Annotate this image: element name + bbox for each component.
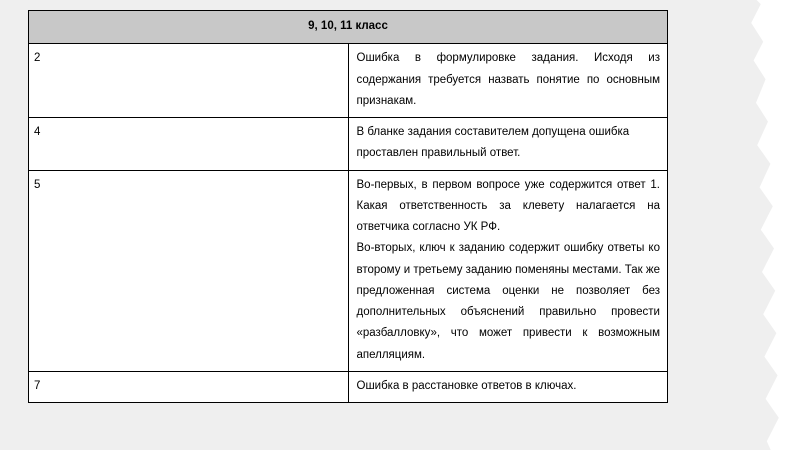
row-paragraph: Ошибка в расстановке ответов в ключах. xyxy=(356,379,577,392)
torn-paper-edge xyxy=(680,0,800,450)
row-text xyxy=(348,170,668,371)
row-paragraph: В бланке задания составителем допущена ошибка проставлен правильный ответ. xyxy=(356,126,630,160)
table-row xyxy=(29,371,668,402)
row-number: 7 xyxy=(29,371,349,402)
row-paragraph: Во-первых, в первом вопросе уже содержится ответ 1. Какая ответственность за клевету налагается на ответчика согласно УК РФ. xyxy=(356,178,660,234)
table-row xyxy=(29,44,668,118)
row-text xyxy=(348,44,668,118)
table-body xyxy=(29,44,668,403)
row-text xyxy=(348,371,668,402)
paper-sheet-decoration xyxy=(720,0,800,450)
row-number: 2 xyxy=(29,44,349,118)
errors-table xyxy=(28,10,668,403)
table-title: 9, 10, 11 класс xyxy=(29,11,668,44)
table-row xyxy=(29,170,668,371)
row-paragraph: Ошибка в формулировке задания. Исходя из содержания требуется назвать понятие по основным признакам. xyxy=(356,52,660,107)
row-number: 5 xyxy=(29,170,349,371)
table-header-row xyxy=(29,11,668,44)
document-body xyxy=(28,10,668,403)
row-text xyxy=(348,118,668,171)
row-paragraph: Во-вторых, ключ к заданию содержит ошибку ответы ко второму и третьему заданию поменяны местами. Так же предложенная система оценки не позволяет без дополнительных объяснений правильно провести «разбалловку», что может привести к возможным апелляциям. xyxy=(356,242,660,361)
table-row xyxy=(29,118,668,171)
row-number: 4 xyxy=(29,118,349,171)
